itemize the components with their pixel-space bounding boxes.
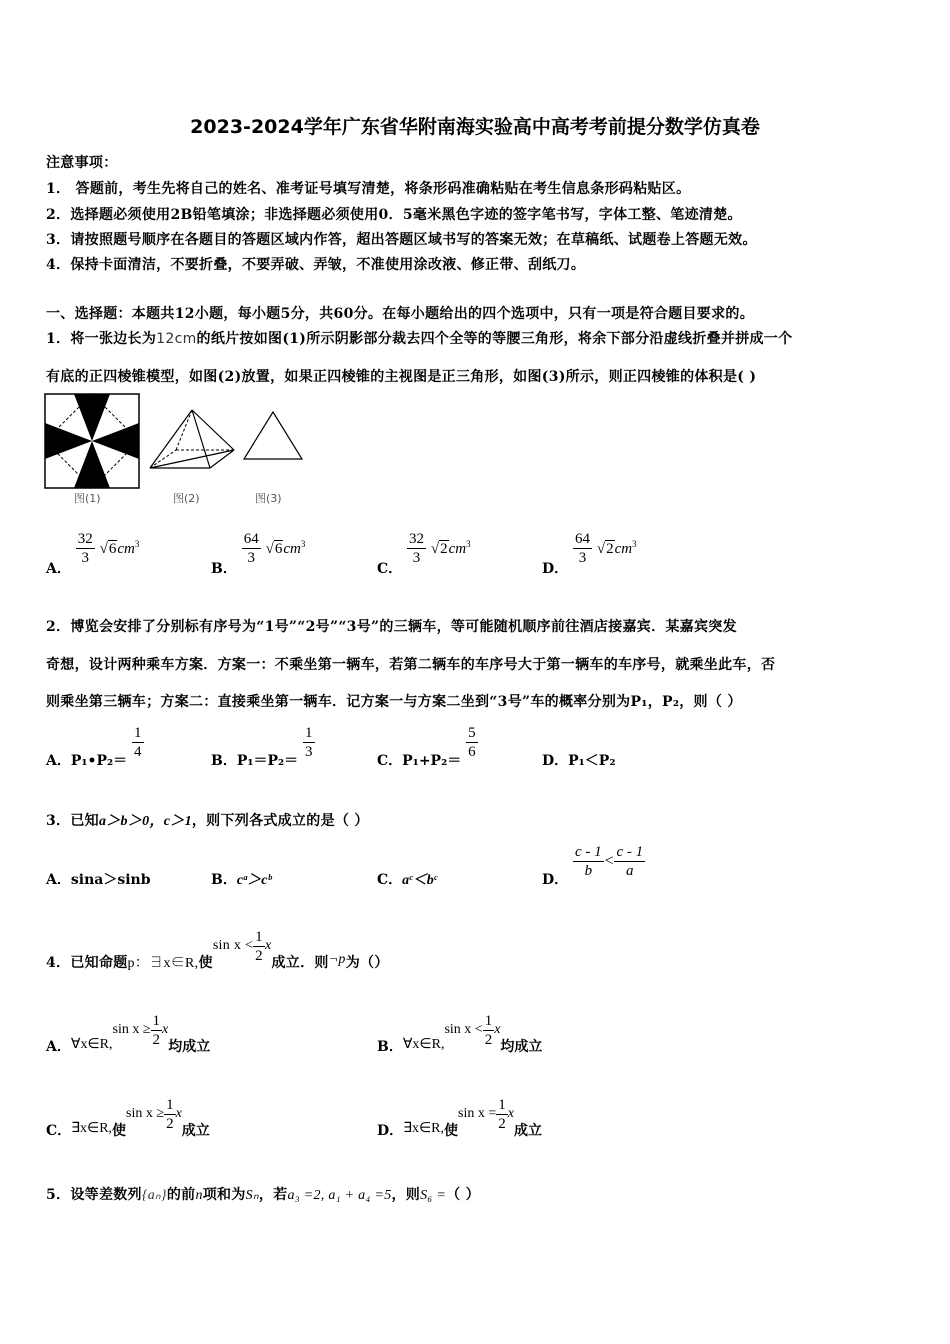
figure-1-caption: 图(1) [74,492,101,505]
q2-option-d[interactable]: D．P₁＜P₂ [542,753,616,769]
q1-option-d[interactable] [542,530,637,578]
q4-option-d[interactable]: D．∃x∈R,使sin x = $\frac{1}{2}$ x成立 [377,1097,542,1139]
q1-option-a[interactable] [46,530,139,578]
q3-option-b[interactable]: B．cᵃ＞cᵇ [211,872,272,888]
fraction: $\frac{64}{3}$ [575,531,591,566]
question-2-line-2: 奇想，设计两种乘车方案．方案一：不乘坐第一辆车，若第二辆车的车序号大于第一辆车的车序号，就乘坐此车，否 [46,657,776,673]
sqrt-expr: $√6cm^3$ [265,538,306,557]
q4-option-b[interactable]: B．∀x∈R,sin x < $\frac{1}{2}$ x均成立 [377,1013,543,1055]
question-1-line-1 [46,328,792,348]
figure-2-caption: 图(2) [173,492,200,505]
fraction: $\frac{64}{3}$ [243,531,259,566]
q1-option-c[interactable] [377,530,471,578]
figure-3-triangle [242,410,304,462]
question-5-stem: 5．设等差数列{aₙ}的前n项和为Sₙ，若a₃ =2, a₁ + a₄ =5，则S₆ =（ ） [46,1187,480,1203]
notice-item-4: 4．保持卡面清洁，不要折叠，不要弄破、弄皱，不准使用涂改液、修正带、刮纸刀。 [46,257,586,273]
figure-2-pyramid [148,408,236,472]
notice-item-2: 2．选择题必须使用2B铅笔填涂；非选择题必须使用0．5毫米黑色字迹的签字笔书写，字体工整、笔迹清楚。 [46,207,742,223]
question-2-line-1: 2．博览会安排了分别标有序号为“1号”“2号”“3号”的三辆车，等可能随机顺序前往酒店接嘉宾．某嘉宾突发 [46,619,737,635]
figure-1-square [44,393,140,489]
sqrt-expr: $√2cm^3$ [430,538,471,557]
q3-option-c[interactable]: C．aᶜ＜bᶜ [377,872,438,888]
figure-3-caption: 图(3) [255,492,282,505]
q3-option-d[interactable]: D． $\frac{c - 1}{b}$ < $\frac{c - 1}{a}$ [542,844,644,888]
q2-option-c[interactable]: C．P₁+P₂＝ $\frac{5}{6}$ [377,725,476,769]
q3-option-a[interactable]: A．sina＞sinb [46,872,151,888]
sqrt-expr: $√2cm^3$ [596,538,637,557]
question-4-stem: 4．已知命题p：∃x∈R,使sin x < $\frac{1}{2}$ x成立．则¬p为（） [46,929,389,971]
sqrt-expr: $√6cm^3$ [99,538,140,557]
option-label: B． [211,561,237,577]
q2-option-a[interactable]: A．P₁•P₂＝ $\frac{1}{4}$ [46,725,142,769]
q1-text-b: 的纸片按如图(1)所示阴影部分裁去四个全等的等腰三角形，将余下部分沿虚线折叠并拼成一个 [196,331,793,347]
option-label: A． [46,561,71,577]
q2-option-b[interactable]: B．P₁＝P₂＝ $\frac{1}{3}$ [211,725,313,769]
question-1-line-2: 有底的正四棱锥模型，如图(2)放置，如果正四棱锥的主视图是正三角形，如图(3)所示，则正四棱锥的体积是( ) [46,369,757,385]
section-heading: 一、选择题：本题共12小题，每小题5分，共60分。在每小题给出的四个选项中，只有一项是符合题目要求的。 [46,306,755,322]
q1-option-b[interactable] [211,530,305,578]
q1-text-a: 1．将一张边长为 [46,331,157,347]
question-2-line-3: 则乘坐第三辆车；方案二：直接乘坐第一辆车．记方案一与方案二坐到“3号”车的概率分别为P₁，P₂，则（ ） [46,694,742,710]
question-3-stem: 3．已知a＞b＞0，c＞1，则下列各式成立的是（ ） [46,813,369,829]
fraction: $\frac{32}{3}$ [409,531,425,566]
q4-option-a[interactable]: A．∀x∈R,sin x ≥ $\frac{1}{2}$ x均成立 [46,1013,211,1055]
notice-item-1: 1． 答题前，考生先将自己的姓名、准考证号填写清楚，将条形码准确粘贴在考生信息条形码粘贴区。 [46,181,691,197]
option-label: C． [377,561,403,577]
notice-item-3: 3．请按照题号顺序在各题目的答题区域内作答，超出答题区域书写的答案无效；在草稿纸、试题卷上答题无效。 [46,232,757,248]
page-title: 2023-2024学年广东省华附南海实验高中高考考前提分数学仿真卷 [190,116,760,138]
option-label: D． [542,561,569,577]
notice-heading: 注意事项： [46,155,118,171]
fraction: $\frac{32}{3}$ [77,531,93,566]
q1-length: 12cm [156,331,197,347]
q4-option-c[interactable]: C．∃x∈R,使sin x ≥ $\frac{1}{2}$ x成立 [46,1097,210,1139]
